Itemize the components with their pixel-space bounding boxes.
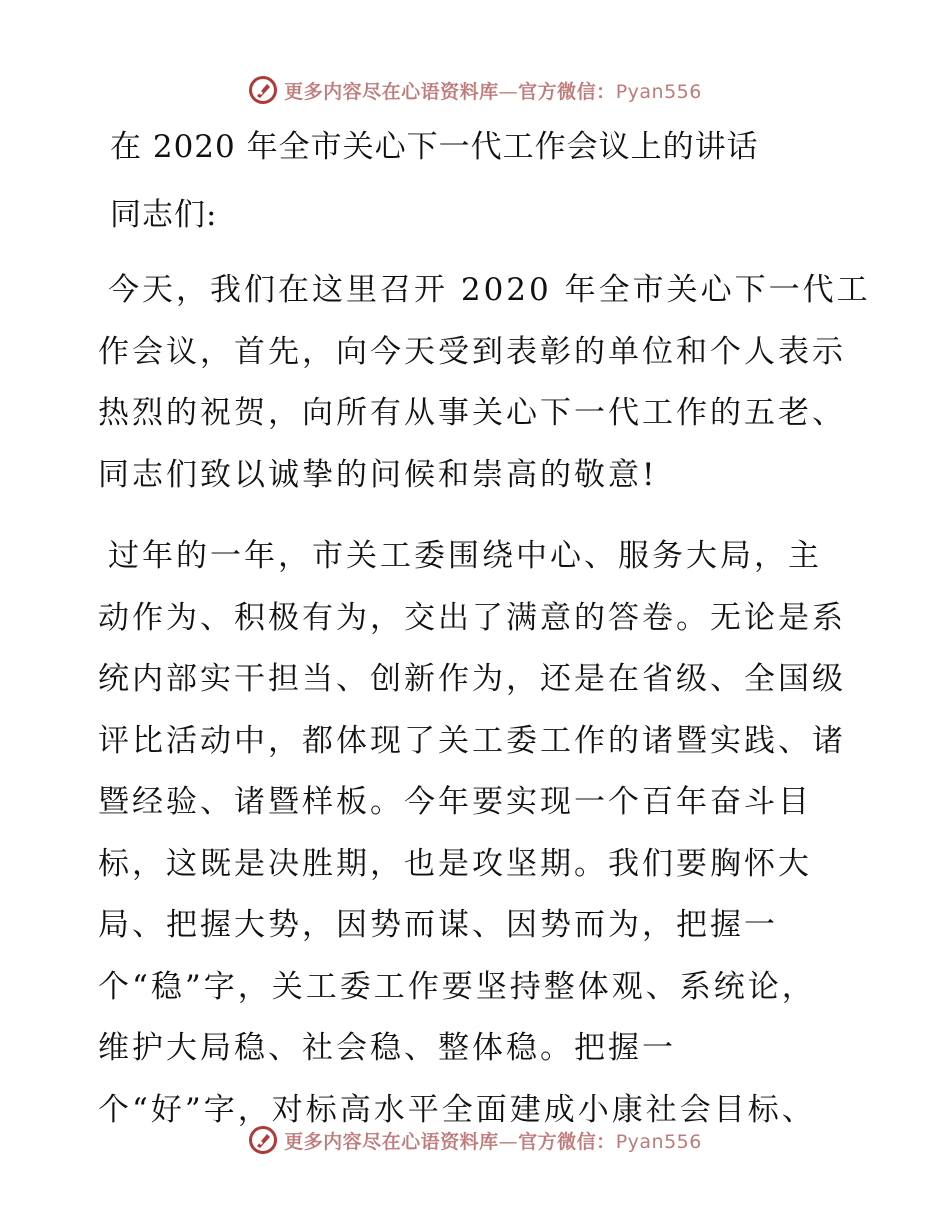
paragraph-line: 暨经验、诸暨样板。今年要实现一个百年奋斗目 xyxy=(98,784,812,820)
document-title: 在 2020 年全市关心下一代工作会议上的讲话 xyxy=(110,129,759,165)
paragraph-2 xyxy=(98,526,858,1141)
paragraph-line: 个“好”字，对标高水平全面建成小康社会目标、 xyxy=(98,1091,816,1128)
paragraph-line: 动作为、积极有为，交出了满意的答卷。无论是系 xyxy=(98,599,846,636)
watermark-site-name: 更多内容尽在心语资料库 xyxy=(284,80,499,103)
paragraph-line: 评比活动中，都体现了关工委工作的诸暨实践、诸 xyxy=(98,722,846,759)
paragraph-line: 作会议，首先，向今天受到表彰的单位和个人表示 xyxy=(98,333,846,370)
header-watermark xyxy=(0,70,950,110)
watermark-wechat-label: 官方微信： xyxy=(518,1130,616,1153)
paragraph-line: 个“稳”字，关工委工作要坚持整体观、系统论， xyxy=(98,968,816,1005)
paragraph-line: 过年的一年，市关工委围绕中心、服务大局，主 xyxy=(108,538,822,574)
paragraph-line: 今天，我们在这里召开 2020 年全市关心下一代工 xyxy=(108,272,871,308)
watermark-dash: — xyxy=(498,1130,519,1153)
pen-logo-icon xyxy=(248,75,278,105)
paragraph-line: 标，这既是决胜期，也是攻坚期。我们要胸怀大 xyxy=(98,845,812,882)
watermark-wechat-id: Pyan556 xyxy=(615,1130,702,1153)
paragraph-line: 统内部实干担当、创新作为，还是在省级、全国级 xyxy=(98,661,846,697)
watermark-wechat-id: Pyan556 xyxy=(615,80,702,103)
document-salutation: 同志们: xyxy=(110,197,218,233)
watermark-wechat-label: 官方微信： xyxy=(518,80,616,103)
footer-watermark xyxy=(0,1120,950,1160)
paragraph-line: 热烈的祝贺，向所有从事关心下一代工作的五老、 xyxy=(98,395,846,431)
paragraph-line: 局、把握大势，因势而谋、因势而为，把握一 xyxy=(98,907,778,943)
paragraph-line: 同志们致以诚挚的问候和崇高的敬意! xyxy=(98,456,658,493)
paragraph-1 xyxy=(98,260,871,506)
document-body xyxy=(98,122,871,1141)
watermark-site-name: 更多内容尽在心语资料库 xyxy=(284,1130,499,1153)
watermark-dash: — xyxy=(498,80,519,103)
paragraph-line: 维护大局稳、社会稳、整体稳。把握一 xyxy=(98,1030,676,1066)
pen-logo-icon xyxy=(248,1125,278,1155)
